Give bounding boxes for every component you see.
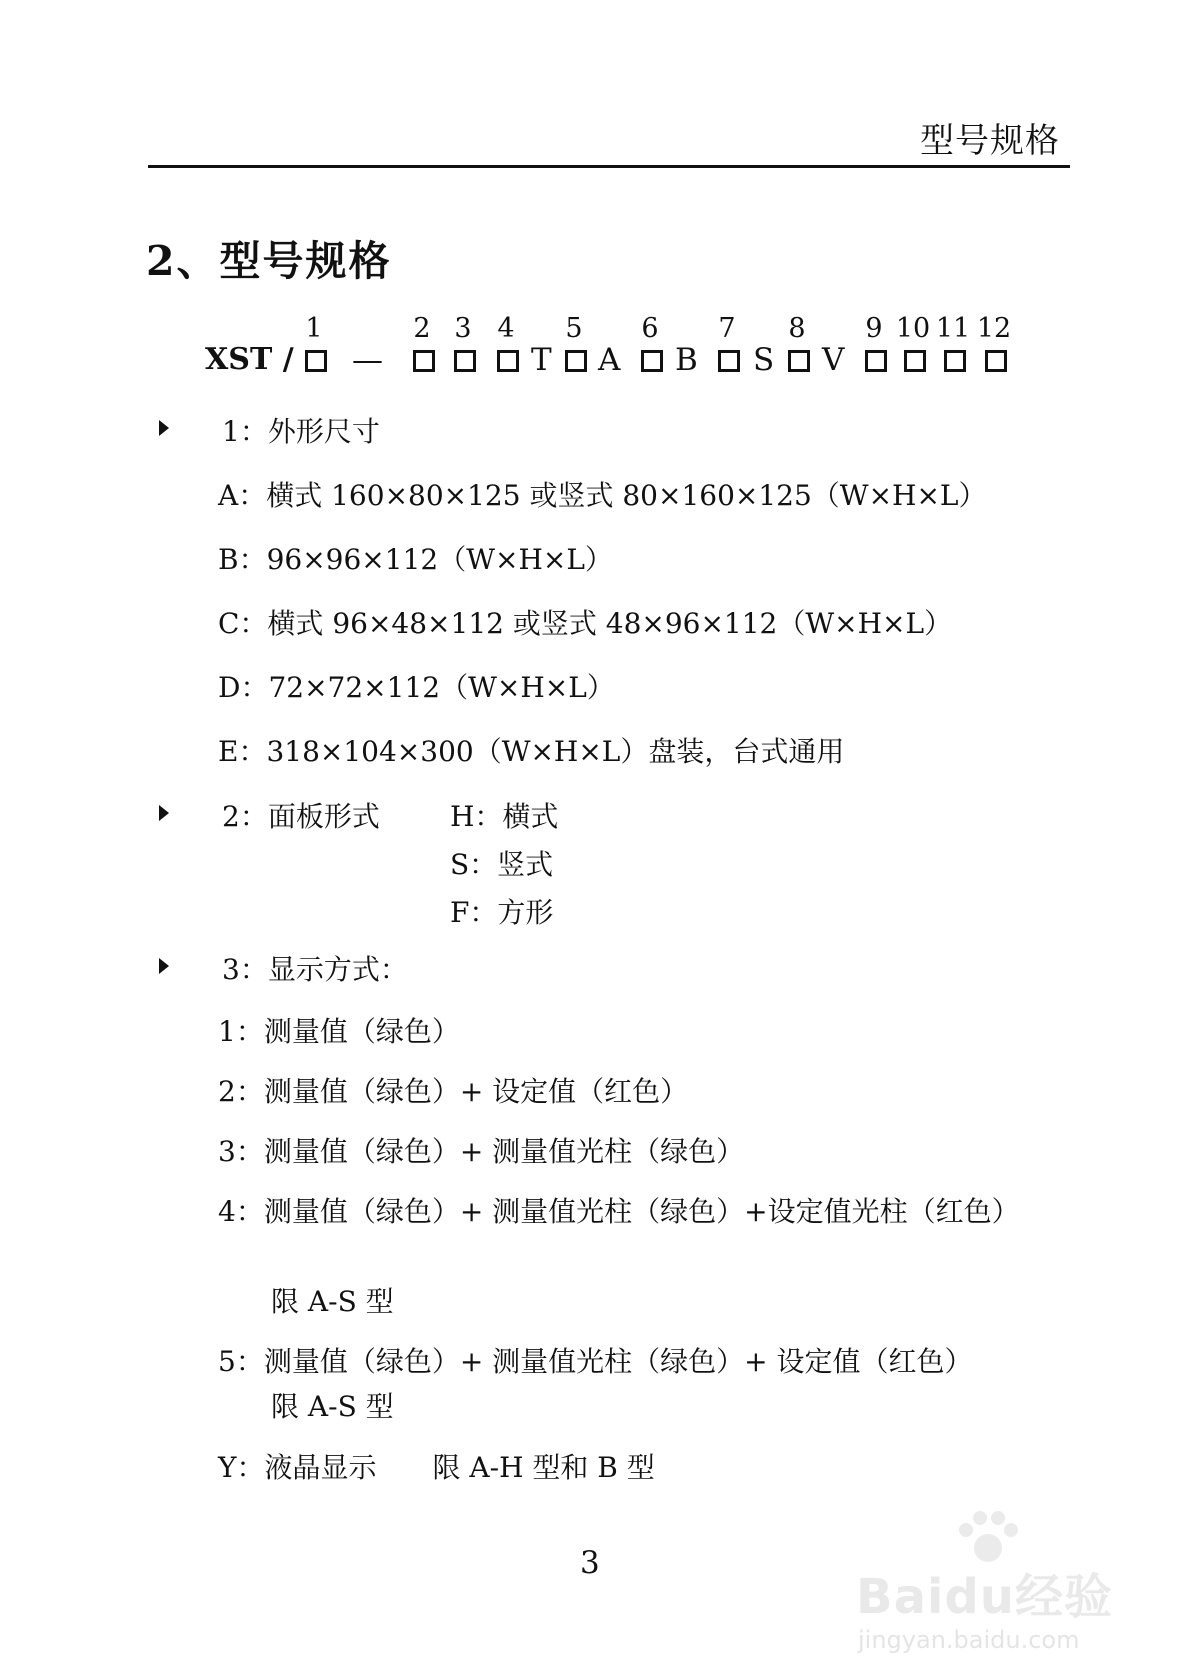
code-letter: T [531, 342, 552, 378]
position-number: 8 [788, 313, 806, 344]
code-box [497, 350, 519, 372]
panel-option: F：方形 [450, 896, 554, 929]
display-note: 限 A-S 型 [271, 1390, 394, 1423]
position-number: 3 [454, 313, 472, 344]
position-number: 7 [718, 313, 736, 344]
code-box [865, 350, 887, 372]
size-line: E：318×104×300（W×H×L）盘装，台式通用 [218, 735, 845, 768]
section-title: 2、型号规格 [146, 237, 392, 285]
watermark [838, 1508, 1138, 1678]
position-number: 11 [935, 313, 971, 344]
display-note: 限 A-S 型 [271, 1285, 394, 1318]
bullet-arrow-icon [159, 420, 169, 436]
bullet-arrow-icon [159, 958, 169, 974]
display-line: 1：测量值（绿色） [218, 1015, 460, 1048]
code-box [904, 350, 926, 372]
position-number: 2 [413, 313, 431, 344]
watermark-url: jingyan.baidu.com [858, 1626, 1080, 1654]
code-box [944, 350, 966, 372]
item-size-label: 1：外形尺寸 [222, 415, 380, 448]
code-box [788, 350, 810, 372]
position-number: 4 [497, 313, 515, 344]
model-prefix: XST / [205, 342, 294, 377]
size-line: B：96×96×112（W×H×L） [218, 543, 613, 576]
code-letter: V [822, 342, 845, 378]
header-title: 型号规格 [920, 121, 1060, 161]
model-dash: — [352, 342, 383, 378]
display-line: 5：测量值（绿色）+ 测量值光柱（绿色）+ 设定值（红色） [218, 1345, 973, 1378]
position-number: 5 [565, 313, 583, 344]
position-number: 10 [895, 313, 931, 344]
bullet-arrow-icon [159, 805, 169, 821]
display-line: 4：测量值（绿色）+ 测量值光柱（绿色）+设定值光柱（红色） [218, 1195, 1020, 1228]
item-panel-label: 2：面板形式 [222, 800, 380, 833]
position-number: 12 [976, 313, 1012, 344]
display-line: 3：测量值（绿色）+ 测量值光柱（绿色） [218, 1135, 745, 1168]
code-box [305, 350, 327, 372]
panel-option: H：横式 [450, 800, 559, 833]
size-line: C：横式 96×48×112 或竖式 48×96×112（W×H×L） [218, 607, 953, 640]
item-display-label: 3：显示方式： [222, 953, 408, 986]
code-box [413, 350, 435, 372]
size-line: A：横式 160×80×125 或竖式 80×160×125（W×H×L） [218, 479, 987, 512]
position-number: 9 [865, 313, 883, 344]
code-box [718, 350, 740, 372]
code-box [454, 350, 476, 372]
display-line: Y：液晶显示 限 A-H 型和 B 型 [218, 1451, 655, 1484]
size-line: D：72×72×112（W×H×L） [218, 671, 615, 704]
page-number: 3 [580, 1545, 600, 1581]
watermark-logo: Baidu经验 [856, 1569, 1113, 1625]
code-box [641, 350, 663, 372]
display-line: 2：测量值（绿色）+ 设定值（红色） [218, 1075, 689, 1108]
code-letter: S [753, 342, 775, 378]
header-divider [148, 165, 1070, 168]
panel-option: S：竖式 [450, 848, 554, 881]
code-box [565, 350, 587, 372]
code-letter: A [598, 342, 621, 378]
code-box [985, 350, 1007, 372]
position-number: 6 [641, 313, 659, 344]
position-number: 1 [305, 313, 323, 344]
code-letter: B [675, 342, 698, 378]
